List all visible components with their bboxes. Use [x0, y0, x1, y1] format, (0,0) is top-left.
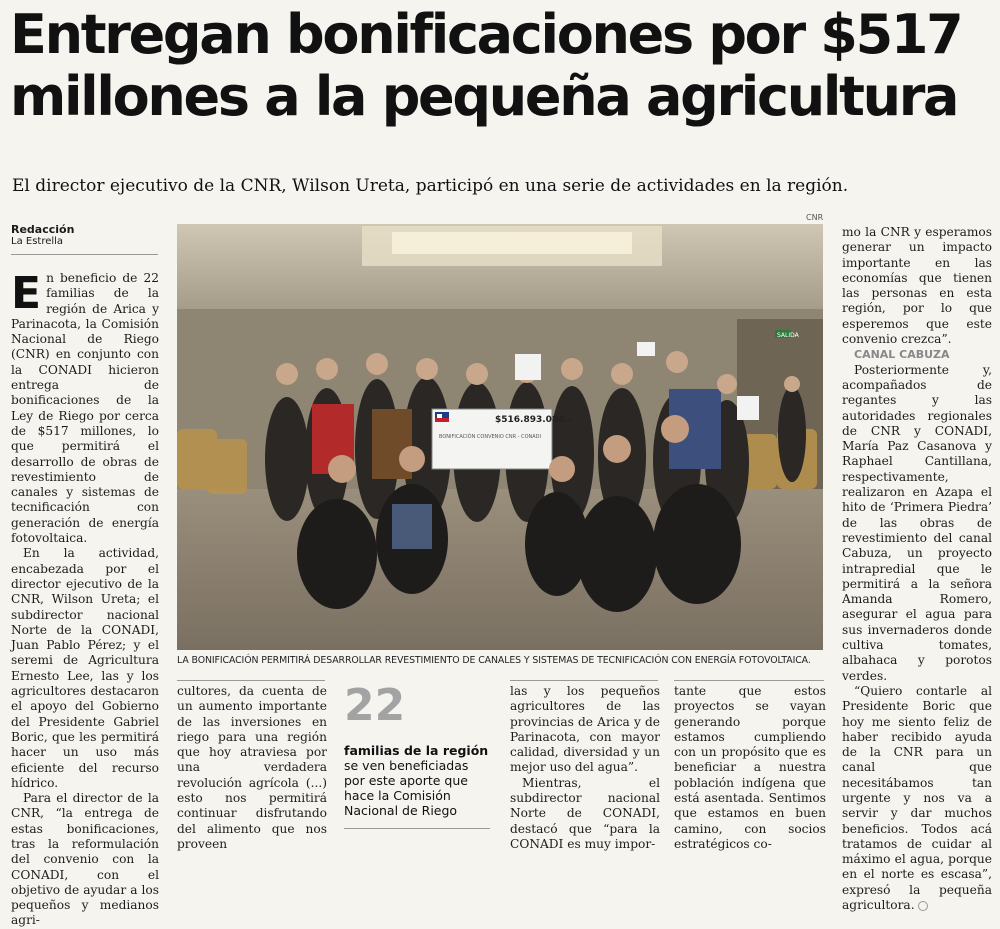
column-6: [842, 225, 992, 913]
column-1: [11, 268, 159, 929]
factbox-number: 22: [344, 680, 406, 731]
photo-credit: CNR: [806, 213, 824, 222]
check-amount: $516.893.084.-: [495, 415, 572, 425]
byline-outlet: La Estrella: [11, 236, 64, 247]
paragraph: cultores, da cuenta de un aumento importante de las inversiones en riego para una región que hoy atraviesa por una verdadera revolución agrícola (...) esto nos permitirá continuar disfrutando del alimento que nos proveen: [177, 684, 327, 851]
paragraph: Posteriormente y, acompañados de regantes y las autoridades regionales de CNR y CONADI, María Paz Casanova y Raphael Cantillana, respectivamente, realizaron en Azapa el hito de ‘Primera Piedra’ de las obras de revestimiento del canal Cabuza, un proyecto intrapredial que le permitirá a la señora Amanda Romero, asegurar el agua para sus invernaderos donde cultiva tomates, albahaca y porotos verdes.: [842, 362, 992, 683]
drop-cap: E: [11, 268, 42, 319]
paragraph: “Quiero contarle al Presidente Boric que hoy me siento feliz de haber recibido ayuda de la CNR para un canal que necesitábamos tan urgente y nos va a servir y dar muchos beneficios. Todos acá tratamos de cuidar al máximo el agua, porque en el norte es escasa”, expresó la pequeña agricultora.: [842, 683, 992, 913]
factbox-bold: familias de la región: [344, 743, 489, 758]
column-rule: [177, 680, 325, 681]
subhead: CANAL CABUZA: [854, 348, 950, 362]
salida-sign: SALIDA: [777, 332, 799, 339]
paragraph: Para el director de la CNR, “la entrega de estas bonificaciones, tras la reformulación del convenio con la CONADI, con el objetivo de ayudar a los pequeños y medianos agri-: [11, 791, 159, 928]
factbox: [344, 743, 492, 818]
column-2: [177, 684, 327, 852]
byline: [11, 223, 74, 248]
check-text: BONIFICACIÓN CONVENIO CNR - CONADI: [439, 434, 541, 440]
byline-rule: [11, 254, 158, 255]
event-photo: [177, 224, 823, 650]
factbox-text: se ven beneficiadas por este aporte que hace la Comisión Nacional de Riego: [344, 758, 469, 818]
paragraph: las y los pequeños agricultores de las provincias de Arica y de Parinacota, con mayor calidad, diversidad y un mejor uso del agua”.: [510, 684, 660, 775]
paragraph: mo la CNR y esperamos generar un impacto importante en las economías que tienen las personas en esta región, por lo que esperemos que este convenio crezca”.: [842, 225, 992, 347]
factbox-rule: [344, 828, 490, 829]
column-rule: [510, 680, 658, 681]
paragraph: tante que estos proyectos se vayan generando porque estamos cumpliendo con un propósito que es beneficiar a nuestra población indígena que está asentada. Sentimos que estamos en buen camino, con socios estratégicos co-: [674, 684, 826, 851]
byline-author: Redacción: [11, 223, 75, 236]
paragraph: En la actividad, encabezada por el director ejecutivo de la CNR, Wilson Ureta; el subdirector nacional Norte de la CONADI, Juan Pablo Pérez; y el seremi de Agricultura Ernesto Lee, las y los agricultores destacaron el apoyo del Gobierno del Presidente Gabriel Boric, que les permitirá hacer un uso más eficiente del recurso hídrico.: [11, 546, 159, 790]
column-5: [674, 684, 826, 852]
headline: Entregan bonificaciones por $517 millones a la pequeña agricultura: [10, 3, 962, 128]
paragraph: Mientras, el subdirector nacional Norte de CONADI, destacó que “para la CONADI es muy impor-: [510, 775, 660, 851]
photo-caption: LA BONIFICACIÓN PERMITIRÁ DESARROLLAR REVESTIMIENTO DE CANALES Y SISTEMAS DE TECNIFICACIÓN CON ENERGÍA FOTOVOLTAICA.: [177, 655, 811, 666]
paragraph: En beneficio de 22 familias de la región de Arica y Parinacota, la Comisión Nacional de Riego (CNR) en conjunto con la CONADI hicieron entrega de bonificaciones de la Ley de Riego por cerca de $517 millones, lo que permitirá el desarrollo de obras de revestimiento de canales y sistemas de tecnificación con generación de energía fotovoltaica.: [11, 268, 159, 546]
end-mark-icon: [918, 901, 928, 911]
column-rule: [674, 680, 824, 681]
group-photo-illustration: [177, 224, 823, 650]
deck: El director ejecutivo de la CNR, Wilson Ureta, participó en una serie de actividades en la región.: [12, 176, 849, 196]
column-4: [510, 684, 660, 852]
